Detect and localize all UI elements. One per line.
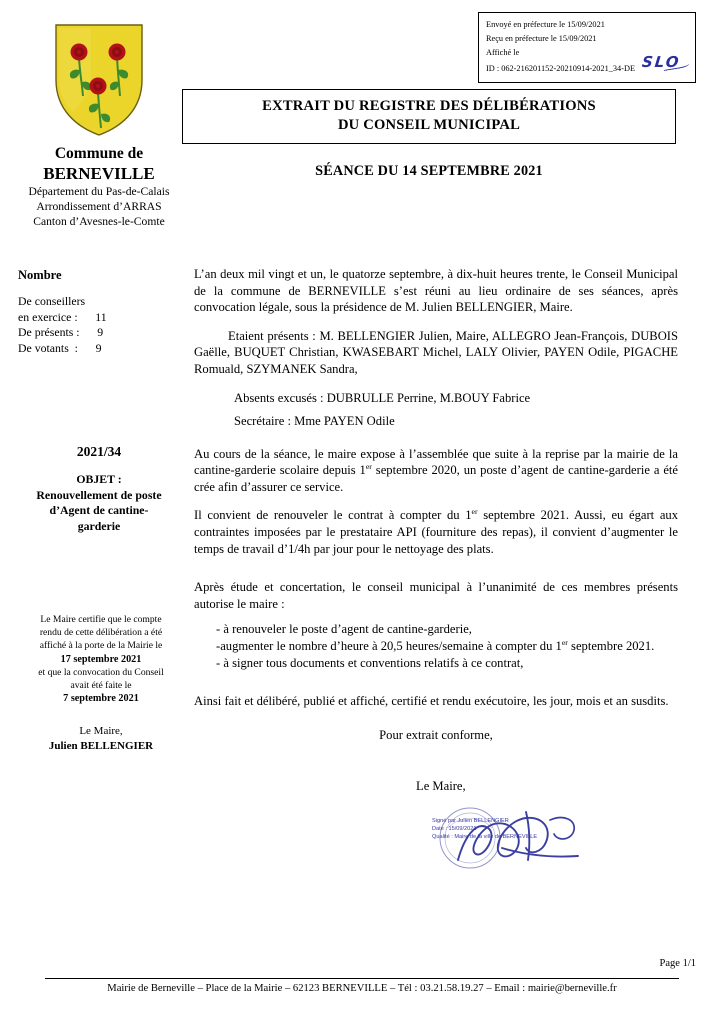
commune-name: BERNEVILLE [43, 164, 155, 183]
slo-signature-mark: SLO [641, 53, 682, 71]
document-title-box [182, 89, 676, 144]
context-text-b: septembre 2020, un poste d’agent de cantine-garderie a été crée afin d’assurer ce service. [194, 463, 678, 494]
resolution-item-1: - à renouveler le poste d’agent de cantine-garderie, [216, 622, 472, 637]
digital-signature-signer: Signé par Julien BELLENGIER [432, 818, 509, 824]
context-paragraph [194, 446, 678, 496]
certification-line-4: et que la convocation du Conseil [38, 666, 164, 678]
mayor-title-left: Le Maire, [79, 725, 123, 737]
resolution-item-3: - à signer tous documents et conventions relatifs à ce contrat, [216, 655, 524, 670]
object-line-2: d’Agent de cantine- [49, 503, 149, 517]
contract-text-a: Il convient de renouveler le contrat à compter du 1 [194, 508, 472, 523]
document-title-line-1: EXTRAIT DU REGISTRE DES DÉLIBÉRATIONS [262, 98, 596, 114]
ordinal-suffix-3: er [561, 637, 568, 647]
ordinal-suffix-2: er [471, 507, 478, 517]
prefecture-posted-line: Affiché le [486, 48, 520, 57]
certification-line-5: avait été faite le [70, 680, 132, 692]
certification-convocation-date: 7 septembre 2021 [63, 693, 139, 705]
attendance-counts [18, 268, 193, 356]
certification-block [12, 613, 190, 705]
prefecture-received-line: Reçu en préfecture le 15/09/2021 [486, 34, 597, 43]
attendees-present-paragraph: Etaient présents : M. BELLENGIER Julien, Maire, ALLEGRO Jean-François, DUBOIS Gaëlle, BUQUET Christian, KWASEBART Michel, LALY Olivier, PAYEN Odile, PIGACHE Romuald, SZYMANEK Sandra, [194, 328, 678, 376]
conformity-line: Pour extrait conforme, [379, 727, 493, 742]
certification-line-3: affiché à la porte de la Mairie le [39, 640, 163, 652]
opening-paragraph: L’an deux mil vingt et un, le quatorze septembre, à dix-huit heures trente, le Conseil Municipal de la commune de BERNEVILLE s’est réuni au lieu ordinaire de ses séances, après convocation légale, sous la présidence de M. Julien BELLENGIER, Maire. [194, 267, 678, 315]
page-number: Page 1/1 [659, 958, 696, 969]
document-title-line-2: DU CONSEIL MUNICIPAL [337, 117, 521, 133]
commune-arrondissement: Arrondissement d’ARRAS [36, 200, 162, 213]
digital-signature-text [432, 817, 537, 841]
mayor-signature-block-left [12, 724, 190, 753]
attendance-councillors-line: De conseillers [18, 294, 86, 308]
commune-department: Département du Pas-de-Calais [28, 185, 170, 198]
object-label: OBJET : [76, 472, 122, 486]
commune-header [8, 22, 190, 229]
mayor-title-signature: Le Maire, [416, 778, 466, 793]
certification-line-1: Le Maire certifie que le compte [40, 614, 162, 625]
mayor-name-left: Julien BELLENGIER [48, 739, 154, 752]
footer-divider [45, 978, 679, 979]
digital-signature-date: Date : 15/09/2021 [432, 826, 477, 832]
prefecture-stamp-box [478, 12, 696, 83]
attendance-present-line: De présents : 9 [18, 325, 104, 339]
attendance-voting-line: De votants : 9 [18, 340, 102, 355]
session-date-heading: SÉANCE DU 14 SEPTEMBRE 2021 [315, 163, 543, 179]
footer-contact-line: Mairie de Berneville – Place de la Mairie – 62123 BERNEVILLE – Tél : 03.21.58.19.27 – Email : mairie@berneville.fr [107, 983, 617, 994]
closing-paragraph: Ainsi fait et délibéré, publié et affiché, certifié et rendu exécutoire, les jour, mois et an susdits. [194, 694, 669, 709]
object-line-1: Renouvellement de poste [36, 487, 162, 502]
berneville-coat-of-arms-icon [51, 22, 147, 138]
certification-line-2: rendu de cette délibération a été [39, 627, 163, 639]
context-text-a: Au cours de la séance, le maire expose à l’assemblée que suite à la reprise par la mairie de la cantine-garderie scolaire depuis 1 [194, 446, 678, 478]
resolution-2-text-b: septembre 2021. [567, 638, 655, 653]
contract-paragraph [194, 507, 678, 557]
digital-signature-quality: Qualité : Maire de la ville de BERNEVILLE [432, 834, 538, 840]
resolution-item-2 [216, 638, 678, 655]
resolution-2-text-a: -augmenter le nombre d’heure à 20,5 heures/semaine à compter du 1 [216, 638, 562, 653]
ordinal-suffix-1: er [365, 461, 372, 471]
decision-paragraph: Après étude et concertation, le conseil municipal à l’unanimité de ces membres présents autorise le maire : [194, 580, 678, 611]
attendees-absent-line: Absents excusés : DUBRULLE Perrine, M.BOUY Fabrice [234, 390, 531, 405]
commune-canton: Canton d’Avesnes-le-Comte [33, 215, 165, 228]
signature-area [418, 798, 608, 876]
deliberation-body [194, 266, 678, 794]
attendance-title: Nombre [18, 268, 62, 282]
prefecture-id-line: ID : 062-216201152-20210914-2021_34-DE [486, 64, 636, 73]
secretary-line: Secrétaire : Mme PAYEN Odile [234, 413, 395, 428]
contract-text-b: septembre 2021. Aussi, eu égart aux contraintes imposées par le prestataire API (fourniture des repas), il convient d’augmenter le temps de travail d’1/4h par jour pour le nettoyage des plats. [194, 508, 678, 556]
prefecture-sent-line: Envoyé en préfecture le 15/09/2021 [486, 20, 605, 29]
attendance-in-office-line: en exercice : 11 [18, 309, 107, 324]
object-line-3: garderie [77, 518, 121, 533]
certification-display-date: 17 septembre 2021 [60, 653, 142, 665]
deliberation-object [8, 472, 190, 534]
commune-label: Commune de [54, 145, 144, 162]
deliberation-number: 2021/34 [76, 444, 122, 459]
